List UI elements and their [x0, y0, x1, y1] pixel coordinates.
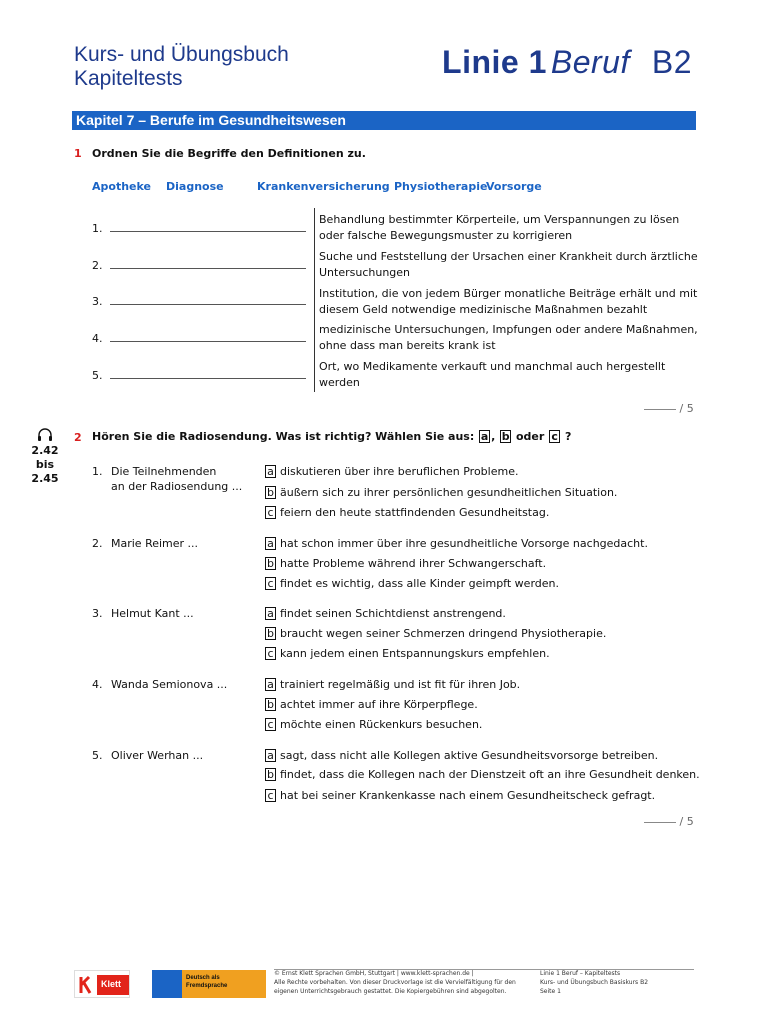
- definition-4: [319, 322, 699, 354]
- option-text: diskutieren über ihre beruflichen Probleme.: [280, 465, 519, 478]
- task1-score: [644, 402, 694, 415]
- page-number: Seite 1: [540, 988, 561, 995]
- option-b[interactable]: [264, 768, 700, 781]
- choice-b-box: b: [501, 430, 510, 443]
- option-text: sagt, dass nicht alle Kollegen aktive Gesundheitsvorsorge betreiben.: [280, 749, 659, 762]
- answer-line-1[interactable]: [110, 231, 306, 232]
- item-number: 5.: [92, 749, 103, 762]
- definition-text: medizinische Untersuchungen, Impfungen oder andere Maßnahmen,: [319, 323, 698, 336]
- definition-text: Ort, wo Medikamente verkauft und manchmal auch hergestellt: [319, 360, 666, 373]
- brand-logo: [442, 44, 692, 81]
- choice-a-box: a: [480, 430, 489, 443]
- title-line-1: Kurs- und Übungsbuch: [74, 43, 289, 66]
- daf-text: Deutsch als: [186, 975, 220, 981]
- separator: ,: [491, 430, 496, 443]
- definition-text: Institution, die von jedem Bürger monatliche Beiträge erhält und mit: [319, 287, 698, 300]
- chapter-heading: Kapitel 7 – Berufe im Gesundheitswesen: [72, 111, 696, 130]
- option-text: trainiert regelmäßig und ist fit für ihren Job.: [280, 678, 521, 691]
- option-letter[interactable]: a: [265, 465, 276, 478]
- daf-text: Fremdsprache: [186, 983, 228, 989]
- option-a[interactable]: [264, 537, 648, 550]
- option-a[interactable]: [264, 465, 518, 478]
- option-c[interactable]: [264, 577, 559, 590]
- item-speaker: Marie Reimer ...: [111, 537, 199, 550]
- option-text: findet seinen Schichtdienst anstrengend.: [280, 607, 506, 620]
- item-speaker: Oliver Werhan ...: [111, 749, 204, 762]
- option-text: äußern sich zu ihrer persönlichen gesundheitlichen Situation.: [280, 486, 618, 499]
- item-number: 3.: [92, 607, 103, 620]
- klett-logo: [74, 970, 130, 998]
- definition-text: werden: [319, 376, 360, 389]
- separator: oder: [515, 430, 545, 443]
- item-speaker: [111, 464, 261, 494]
- answer-line-5[interactable]: [110, 378, 306, 379]
- track-bis: bis: [35, 458, 55, 471]
- reference-line: Linie 1 Beruf – Kapiteltests: [540, 970, 621, 977]
- option-a[interactable]: [264, 749, 658, 762]
- item-speaker: Helmut Kant ...: [111, 607, 194, 620]
- score-total: / 5: [679, 402, 694, 415]
- brand-level: B2: [651, 44, 692, 80]
- definition-2: [319, 249, 699, 281]
- option-b[interactable]: [264, 557, 546, 570]
- option-text: findet, dass die Kollegen nach der Dienstzeit oft an ihre Gesundheit denken.: [280, 768, 700, 781]
- option-letter[interactable]: a: [265, 678, 276, 691]
- speaker-text: an der Radiosendung ...: [111, 480, 243, 493]
- option-text: feiern den heute stattfindenden Gesundheitstag.: [280, 506, 550, 519]
- row-number: 2.: [92, 259, 103, 272]
- term-5: Vorsorge: [486, 180, 542, 193]
- score-blank[interactable]: [644, 409, 676, 410]
- option-letter[interactable]: c: [265, 718, 276, 731]
- option-letter[interactable]: b: [265, 486, 276, 499]
- option-letter[interactable]: c: [265, 506, 276, 519]
- copyright-line: © Ernst Klett Sprachen GmbH, Stuttgart | www.klett-sprachen.de |: [274, 970, 474, 977]
- option-text: hat schon immer über ihre gesundheitliche Vorsorge nachgedacht.: [280, 537, 648, 550]
- option-c[interactable]: [264, 718, 482, 731]
- option-letter[interactable]: b: [265, 768, 276, 781]
- term-2: Diagnose: [166, 180, 224, 193]
- answer-line-2[interactable]: [110, 268, 306, 269]
- daf-logo: [152, 970, 266, 998]
- definition-text: Untersuchungen: [319, 266, 411, 279]
- option-letter[interactable]: b: [265, 627, 276, 640]
- term-3: Krankenversicherung: [257, 180, 390, 193]
- definition-text: Behandlung bestimmter Körperteile, um Verspannungen zu lösen: [319, 213, 680, 226]
- task2-instruction: [92, 430, 571, 443]
- klett-logo-text: Klett: [101, 979, 121, 989]
- task2-score: [644, 815, 694, 828]
- row-number: 5.: [92, 369, 103, 382]
- option-letter[interactable]: b: [265, 698, 276, 711]
- definition-text: oder falsche Bewegungsmuster zu korrigieren: [319, 229, 573, 242]
- title-line-2: Kapiteltests: [74, 67, 183, 90]
- option-text: braucht wegen seiner Schmerzen dringend Physiotherapie.: [280, 627, 607, 640]
- task2-number: 2: [74, 431, 82, 444]
- option-a[interactable]: [264, 678, 520, 691]
- brand-italic: Beruf: [550, 44, 630, 80]
- item-number: 2.: [92, 537, 103, 550]
- copyright-text: [274, 969, 534, 996]
- option-letter[interactable]: a: [265, 537, 276, 550]
- option-c[interactable]: [264, 789, 655, 802]
- option-letter[interactable]: c: [265, 647, 276, 660]
- speaker-text: Die Teilnehmenden: [111, 465, 217, 478]
- item-number: 4.: [92, 678, 103, 691]
- option-c[interactable]: [264, 647, 550, 660]
- instruction-text: Hören Sie die Radiosendung. Was ist richtig? Wählen Sie aus:: [92, 430, 475, 443]
- brand-main: Linie 1: [442, 44, 547, 80]
- document-title: [74, 43, 289, 91]
- term-1: Apotheke: [92, 180, 151, 193]
- definition-3: [319, 286, 699, 318]
- reference-text: [540, 969, 694, 996]
- option-letter[interactable]: a: [265, 749, 276, 762]
- option-letter[interactable]: b: [265, 557, 276, 570]
- copyright-line: eigenen Unterrichtsgebrauch gestattet. Die Kopiergebühren sind abgegolten.: [274, 988, 507, 995]
- headphones-icon: [37, 428, 53, 442]
- answer-line-3[interactable]: [110, 304, 306, 305]
- definition-5: [319, 359, 699, 391]
- option-letter[interactable]: a: [265, 607, 276, 620]
- track-start: 2.42: [31, 444, 59, 457]
- score-blank[interactable]: [644, 822, 676, 823]
- row-number: 3.: [92, 295, 103, 308]
- reference-line: Kurs- und Übungsbuch Basiskurs B2: [540, 979, 649, 986]
- option-letter[interactable]: c: [265, 789, 276, 802]
- separator: ?: [565, 430, 572, 443]
- option-b[interactable]: [264, 698, 478, 711]
- task1-instruction: Ordnen Sie die Begriffe den Definitionen zu.: [92, 147, 366, 160]
- definition-text: Suche und Feststellung der Ursachen einer Krankheit durch ärztliche: [319, 250, 698, 263]
- option-text: hatte Probleme während ihrer Schwangerschaft.: [280, 557, 547, 570]
- definition-text: diesem Geld notwendige medizinische Maßnahmen bezahlt: [319, 303, 648, 316]
- choice-c-box: c: [549, 430, 560, 443]
- daf-logo-text: [186, 974, 227, 990]
- score-total: / 5: [679, 815, 694, 828]
- option-letter[interactable]: c: [265, 577, 276, 590]
- copyright-line: Alle Rechte vorbehalten. Von dieser Druckvorlage ist die Vervielfältigung für den: [274, 979, 516, 986]
- option-text: hat bei seiner Krankenkasse nach einem Gesundheitscheck gefragt.: [280, 789, 656, 802]
- task1-number: 1: [74, 147, 82, 160]
- definition-1: [319, 212, 699, 244]
- answer-line-4[interactable]: [110, 341, 306, 342]
- item-speaker: Wanda Semionova ...: [111, 678, 228, 691]
- option-c[interactable]: [264, 506, 549, 519]
- row-number: 1.: [92, 222, 103, 235]
- option-text: kann jedem einen Entspannungskurs empfehlen.: [280, 647, 550, 660]
- item-number: 1.: [92, 465, 103, 478]
- option-text: findet es wichtig, dass alle Kinder geimpft werden.: [280, 577, 559, 590]
- option-a[interactable]: [264, 607, 506, 620]
- definition-text: ohne dass man bereits krank ist: [319, 339, 496, 352]
- row-number: 4.: [92, 332, 103, 345]
- option-text: achtet immer auf ihre Körperpflege.: [280, 698, 478, 711]
- term-4: Physiotherapie: [394, 180, 488, 193]
- option-text: möchte einen Rückenkurs besuchen.: [280, 718, 483, 731]
- track-end: 2.45: [31, 472, 59, 485]
- column-divider: [314, 208, 315, 392]
- option-b[interactable]: [264, 486, 617, 499]
- option-b[interactable]: [264, 627, 606, 640]
- daf-logo-blue: [152, 970, 182, 998]
